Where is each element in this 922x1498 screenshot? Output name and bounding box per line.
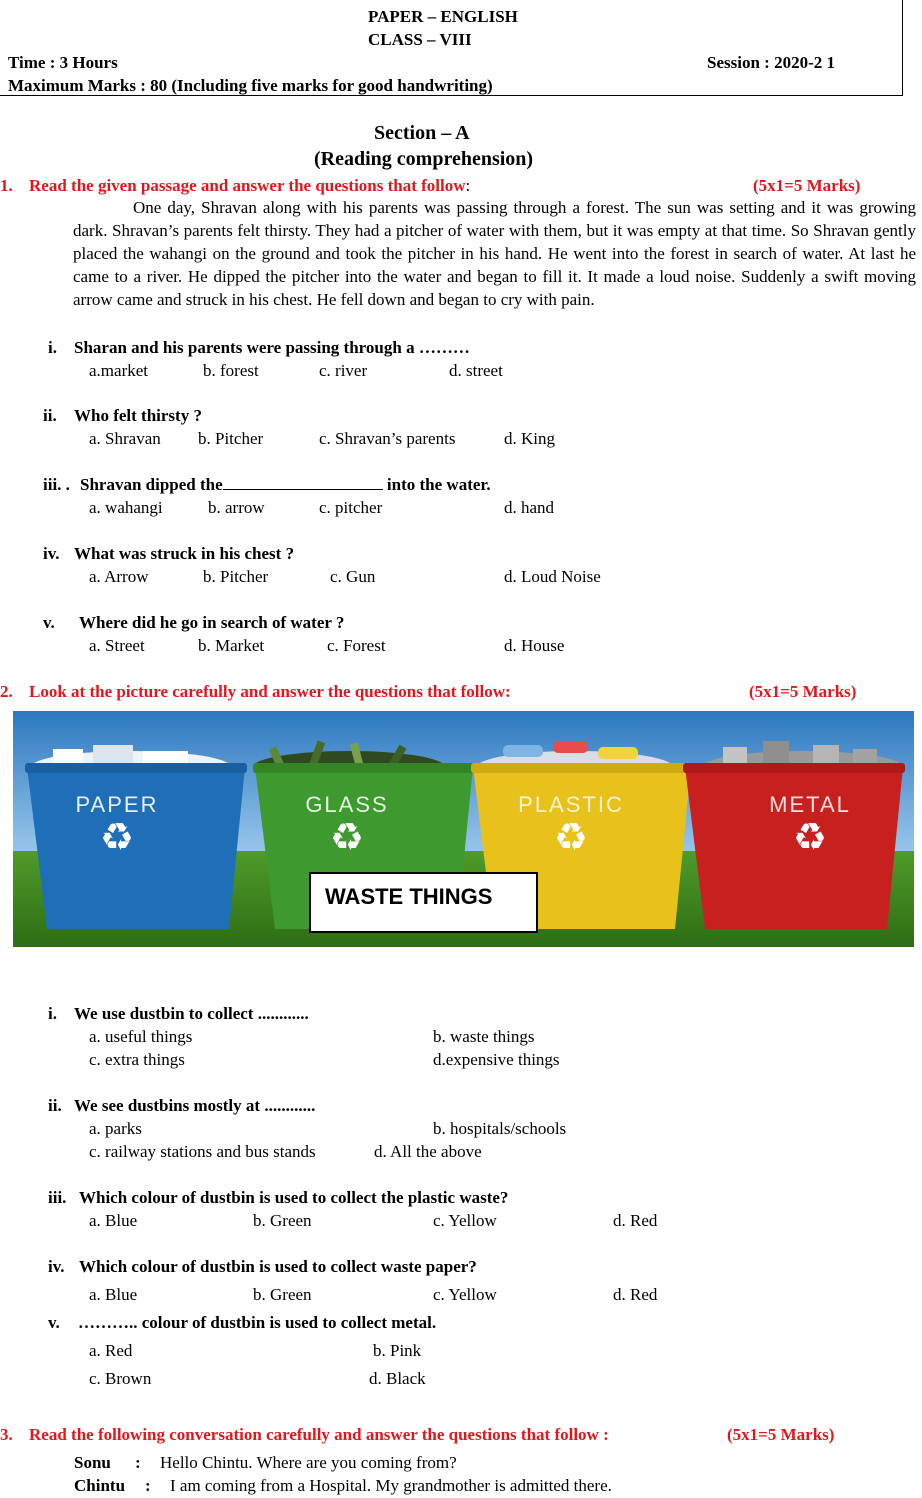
session-label: Session : 2020-2 1 <box>707 53 835 72</box>
dialogue-speaker: Chintu <box>74 1476 126 1495</box>
q2-ii-option-a: a. parks <box>89 1119 142 1138</box>
recycle-icon: ♻ <box>553 815 589 859</box>
q3-marks: (5x1=5 Marks) <box>727 1425 835 1444</box>
q2-ii-option-d: d. All the above <box>374 1142 482 1161</box>
q1-marks: (5x1=5 Marks) <box>753 176 861 195</box>
class-title: CLASS – VIII <box>368 30 472 49</box>
q2-v-option-a: a. Red <box>89 1341 133 1360</box>
dialogue-speaker: Sonu <box>74 1453 111 1472</box>
bin-label-paper: PAPER <box>75 792 159 817</box>
q2-ii-number: ii. <box>48 1096 62 1115</box>
q2-iii-option-b: b. Green <box>253 1211 312 1230</box>
q2-v-option-d: d. Black <box>369 1369 426 1388</box>
q2-i-option-d: d.expensive things <box>433 1050 560 1069</box>
q2-iii-text: Which colour of dustbin is used to collect the plastic waste? <box>79 1188 509 1207</box>
dialogue-separator: : <box>145 1476 151 1495</box>
q1-iv-option-b: b. Pitcher <box>203 567 269 586</box>
q2-iii-option-d: d. Red <box>613 1211 658 1230</box>
q3-number: 3. <box>0 1425 13 1444</box>
passage-text: One day, Shravan along with his parents was passing through a forest. The sun was setting and it was growing dark. Shravan’s parents felt thirsty. They had a pitcher of water with them, but it was empty at that time. So Shravan gently placed the wahangi on the ground and took the pitcher in his hand. He went into the forest in search of water. At last he came to a river. He dipped the pitcher into the water and began to fill it. It made a loud noise. Suddenly a swift moving arrow came and struck in his chest. He fell down and began to cry with pain. <box>73 198 916 309</box>
dialogue-line: Hello Chintu. Where are you coming from? <box>160 1453 457 1472</box>
q3-heading: Read the following conversation carefully and answer the questions that follow : <box>29 1425 609 1444</box>
dialogue-line: I am coming from a Hospital. My grandmother is admitted there. <box>170 1476 612 1495</box>
bin-label-glass: GLASS <box>305 792 389 817</box>
q1-iii-text <box>80 475 491 495</box>
q2-i-number: i. <box>48 1004 57 1023</box>
q2-v-option-c: c. Brown <box>89 1369 152 1388</box>
q2-v-number: v. <box>48 1313 60 1332</box>
q1-heading: Read the given passage and answer the questions that follow <box>29 176 466 195</box>
q1-iv-option-a: a. Arrow <box>89 567 149 586</box>
q1-iv-text: What was struck in his chest ? <box>74 544 295 563</box>
q2-i-option-b: b. waste things <box>433 1027 535 1046</box>
q1-iii-text-a: Shravan dipped the <box>80 475 223 494</box>
q2-iii-number: iii. <box>48 1188 67 1207</box>
q2-iii-option-c: c. Yellow <box>433 1211 497 1230</box>
q1-iii-text-b: into the water. <box>386 475 491 494</box>
q1-v-number: v. <box>43 613 55 632</box>
q2-i-option-a: a. useful things <box>89 1027 193 1046</box>
max-marks-label: Maximum Marks : 80 (Including five marks for good handwriting) <box>8 76 493 95</box>
time-label: Time : 3 Hours <box>8 53 118 72</box>
q2-marks: (5x1=5 Marks) <box>749 682 857 701</box>
q1-ii-text: Who felt thirsty ? <box>74 406 202 425</box>
waste-things-caption: WASTE THINGS <box>309 872 538 933</box>
q1-iii-option-c: c. pitcher <box>319 498 383 517</box>
section-subtitle: (Reading comprehension) <box>314 148 534 170</box>
q1-iii-option-a: a. wahangi <box>89 498 163 517</box>
q1-v-option-d: d. House <box>504 636 565 655</box>
q2-v-option-b: b. Pink <box>373 1341 422 1360</box>
q1-iv-number: iv. <box>43 544 60 563</box>
q1-heading-wrap <box>29 176 470 196</box>
q1-v-option-b: b. Market <box>198 636 265 655</box>
q2-iv-option-c: c. Yellow <box>433 1285 497 1304</box>
q1-v-text: Where did he go in search of water ? <box>79 613 345 632</box>
bin-label-metal: METAL <box>769 792 851 817</box>
q2-iv-text: Which colour of dustbin is used to collect waste paper? <box>79 1257 477 1276</box>
q2-iv-option-b: b. Green <box>253 1285 312 1304</box>
q2-iv-option-a: a. Blue <box>89 1285 138 1304</box>
q1-i-option-a: a.market <box>89 361 148 380</box>
paper-title: PAPER – ENGLISH <box>368 7 518 26</box>
q1-ii-option-c: c. Shravan’s parents <box>319 429 456 448</box>
q1-i-text: Sharan and his parents were passing through a ……… <box>74 338 470 357</box>
q1-iv-option-d: d. Loud Noise <box>504 567 601 586</box>
q1-colon: : <box>465 176 471 195</box>
q1-i-option-c: c. river <box>319 361 368 380</box>
q1-i-option-b: b. forest <box>203 361 259 380</box>
q1-number: 1. <box>0 176 13 195</box>
q1-iii-number: iii. . <box>43 475 70 494</box>
q2-i-text: We use dustbin to collect ............ <box>74 1004 309 1023</box>
q1-i-number: i. <box>48 338 57 357</box>
q2-ii-option-b: b. hospitals/schools <box>433 1119 567 1138</box>
q1-ii-option-b: b. Pitcher <box>198 429 264 448</box>
q2-ii-text: We see dustbins mostly at ............ <box>74 1096 316 1115</box>
q1-ii-option-d: d. King <box>504 429 555 448</box>
q1-v-option-a: a. Street <box>89 636 145 655</box>
bin-label-plastic: PLASTIC <box>518 792 624 817</box>
recycle-icon: ♻ <box>792 815 828 859</box>
q1-iv-option-c: c. Gun <box>330 567 376 586</box>
q1-ii-option-a: a. Shravan <box>89 429 161 448</box>
q2-number: 2. <box>0 682 13 701</box>
q2-iv-option-d: d. Red <box>613 1285 658 1304</box>
fill-in-blank <box>223 475 383 490</box>
q2-iii-option-a: a. Blue <box>89 1211 138 1230</box>
recycle-icon: ♻ <box>99 815 135 859</box>
reading-passage <box>73 196 916 311</box>
q1-v-option-c: c. Forest <box>327 636 386 655</box>
q1-iii-option-d: d. hand <box>504 498 555 517</box>
section-title: Section – A <box>374 122 470 144</box>
q2-i-option-c: c. extra things <box>89 1050 185 1069</box>
q1-ii-number: ii. <box>43 406 57 425</box>
q1-iii-option-b: b. arrow <box>208 498 265 517</box>
dialogue-separator: : <box>135 1453 141 1472</box>
q2-heading: Look at the picture carefully and answer the questions that follow: <box>29 682 511 701</box>
q2-iv-number: iv. <box>48 1257 65 1276</box>
q2-ii-option-c: c. railway stations and bus stands <box>89 1142 316 1161</box>
q1-i-option-d: d. street <box>449 361 503 380</box>
q2-v-text: ……….. colour of dustbin is used to collect metal. <box>78 1313 437 1332</box>
recycle-icon: ♻ <box>329 815 365 859</box>
